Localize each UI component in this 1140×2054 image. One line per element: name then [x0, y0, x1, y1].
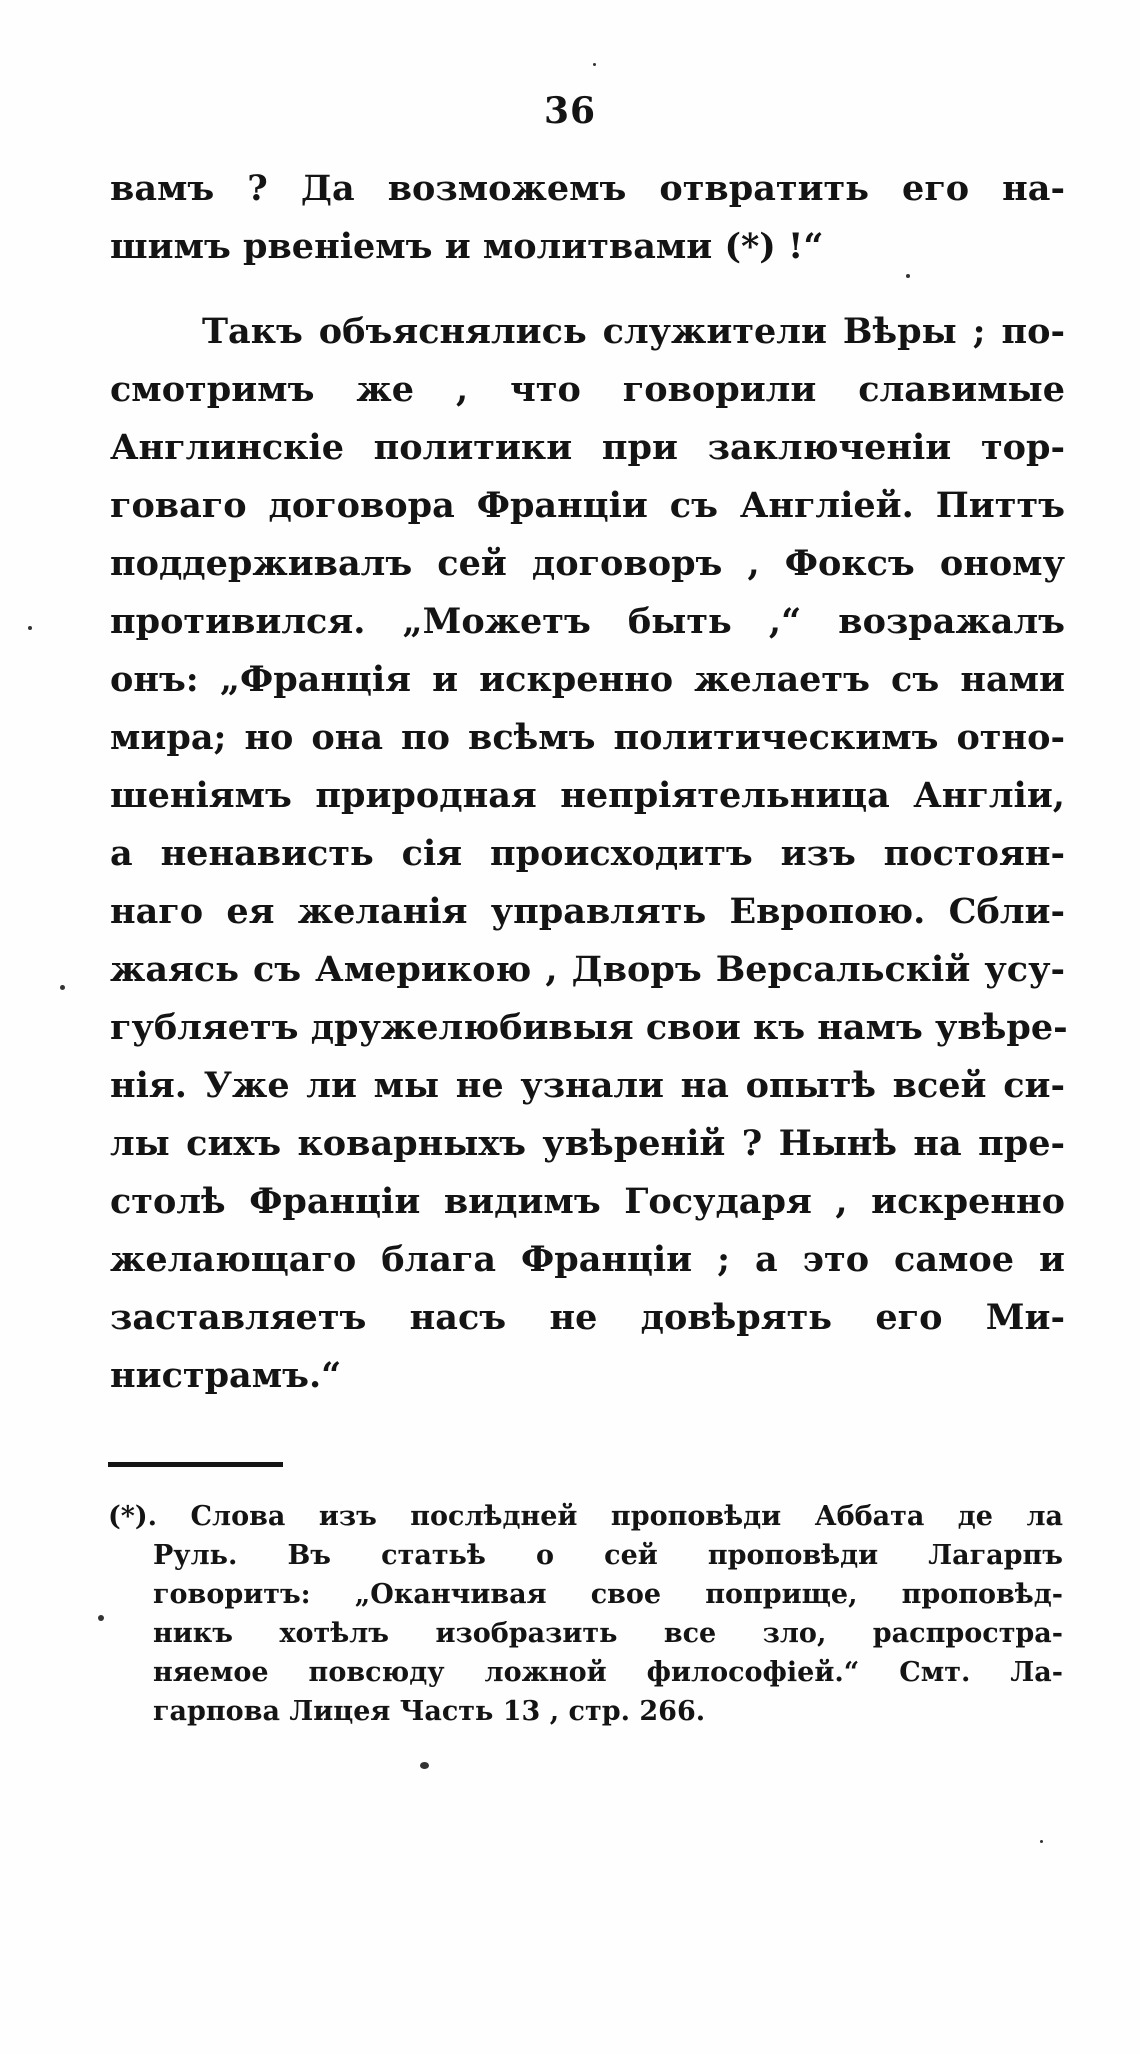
text-line: Такъ объяснялись служители Вѣры ; по- [202, 311, 1065, 352]
text-line: онъ: „Францiя и искренно желаетъ съ нами [110, 659, 1065, 700]
footnote-line: няемое повсюду ложной философiей.“ Смт. Ла- [153, 1657, 1063, 1688]
footnote-line: говоритъ: „Оканчивая свое поприще, проповѣд- [153, 1579, 1063, 1610]
text-line: заставляетъ насъ не довѣрять его Ми- [110, 1297, 1065, 1338]
scan-speck [906, 274, 910, 278]
text-line: наго ея желанiя управлять Европою. Сбли- [110, 891, 1065, 932]
footnote-line: гарпова Лицея Часть 13 , стр. 266. [153, 1696, 706, 1727]
text-line: нiя. Уже ли мы не узнали на опытѣ всей си- [110, 1065, 1065, 1106]
page-number: 36 [543, 90, 597, 132]
scan-speck [593, 63, 596, 66]
scan-speck [420, 1762, 429, 1769]
main-text [110, 160, 1068, 1405]
paragraph [110, 160, 1065, 276]
text-line: говаго договора Францiи съ Англiей. Питтъ [110, 485, 1065, 526]
footnote-line: (*). Слова изъ послѣдней проповѣди Аббата де ла [108, 1501, 1063, 1532]
scan-speck [98, 1615, 104, 1621]
text-line: лы сихъ коварныхъ увѣренiй ? Нынѣ на пре- [110, 1123, 1065, 1164]
text-line: вамъ ? Да возможемъ отвратить его на- [110, 168, 1065, 209]
text-line: поддерживалъ сей договоръ , Фоксъ оному [110, 543, 1065, 584]
footnote-line: Руль. Въ статьѣ о сей проповѣди Лагарпъ [153, 1540, 1063, 1571]
scan-speck [1040, 1840, 1043, 1843]
text-line: Англинскiе политики при заключенiи тор- [110, 427, 1065, 468]
footnote [108, 1497, 1063, 1731]
text-line: шимъ рвенiемъ и молитвами (*) !“ [110, 226, 824, 267]
text-line: мира; но она по всѣмъ политическимъ отно- [110, 717, 1065, 758]
text-line: губляетъ дружелюбивыя свои къ намъ увѣре- [110, 1007, 1068, 1048]
footnote-line: никъ хотѣлъ изобразить все зло, распростра- [153, 1618, 1063, 1649]
paragraph [110, 303, 1068, 1405]
text-line: шенiямъ природная непрiятельница Англiи, [110, 775, 1065, 816]
text-line: смотримъ же , что говорили славимые [110, 369, 1065, 410]
scan-speck [60, 985, 65, 990]
text-line: нистрамъ.“ [110, 1355, 342, 1396]
scan-speck [28, 626, 32, 630]
text-line: столѣ Францiи видимъ Государя , искренно [110, 1181, 1065, 1222]
text-line: желающаго блага Францiи ; а это самое и [110, 1239, 1065, 1280]
text-line: а ненависть сiя происходитъ изъ постоян- [110, 833, 1065, 874]
text-line: противился. „Можетъ быть ,“ возражалъ [110, 601, 1065, 642]
footnote-divider [108, 1462, 283, 1467]
text-line: жаясь съ Америкою , Дворъ Версальскiй усу- [110, 949, 1065, 990]
